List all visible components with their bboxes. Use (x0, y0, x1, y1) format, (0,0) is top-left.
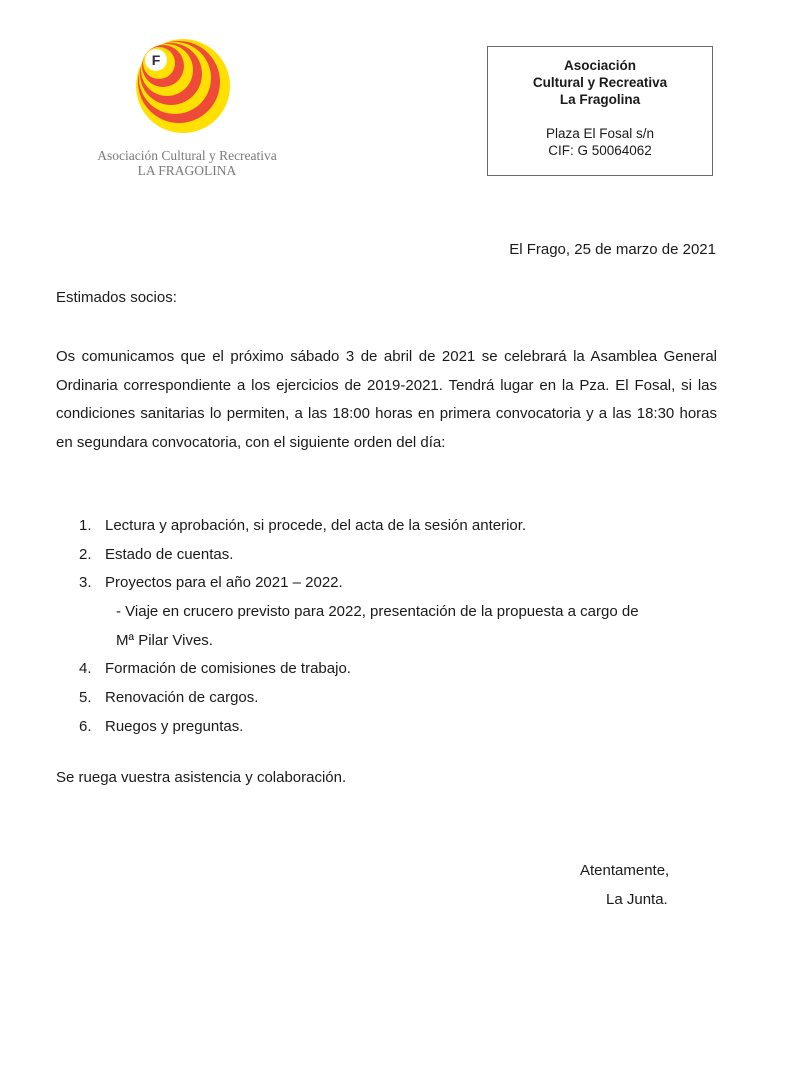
agenda-list (79, 512, 719, 742)
agenda-text: Proyectos para el año 2021 – 2022. (105, 574, 343, 592)
agenda-item (79, 655, 719, 684)
agenda-text: Formación de comisiones de trabajo. (105, 660, 351, 678)
info-spacer (488, 108, 712, 125)
info-name-line3: La Fragolina (559, 92, 641, 107)
signoff-line1: Atentamente, (580, 862, 670, 879)
agenda-item (79, 541, 719, 570)
signoff (580, 856, 669, 914)
agenda-number: 5. (79, 689, 92, 707)
logo-caption-line2: LA FRAGOLINA (137, 163, 237, 178)
agenda-number: 2. (79, 545, 92, 563)
sun-rings-icon (135, 38, 231, 134)
logo-letter: F (151, 52, 161, 68)
agenda-subitem-line1: - Viaje en crucero previsto para 2022, presentación de la propuesta a cargo de (116, 603, 639, 621)
greeting: Estimados socios: (56, 289, 177, 306)
agenda-number: 4. (79, 660, 92, 678)
signoff-line2: La Junta. (606, 891, 668, 908)
info-cif: CIF: G 50064062 (548, 143, 652, 158)
info-address: Plaza El Fosal s/n (545, 126, 655, 141)
agenda-number: 6. (79, 717, 92, 735)
closing-line: Se ruega vuestra asistencia y colaboración. (56, 769, 347, 786)
agenda-number: 1. (79, 517, 92, 534)
agenda-text: Lectura y aprobación, si procede, del acta de la sesión anterior. (105, 517, 527, 534)
agenda-item (79, 569, 719, 598)
agenda-text: Estado de cuentas. (105, 545, 234, 563)
agenda-item (79, 713, 719, 742)
logo-caption-line1: Asociación Cultural y Recreativa (97, 148, 277, 163)
info-name-line2: Cultural y Recreativa (532, 75, 668, 90)
body-paragraph: Os comunicamos que el próximo sábado 3 de abril de 2021 se celebrará la Asamblea General Ordinaria correspondiente a los ejercicios de 2019-2021. Tendrá lugar en la Pza. El Fosal, si las condiciones sanitarias lo permiten, a las 18:00 horas en primera convocatoria y a las 18:30 horas en segundara convocatoria, con el siguiente orden del día: (56, 348, 717, 451)
association-info-box (487, 46, 713, 176)
agenda-item (79, 684, 719, 713)
agenda-text: Renovación de cargos. (105, 689, 259, 707)
agenda-text: Ruegos y preguntas. (105, 717, 244, 735)
association-logo (82, 36, 292, 186)
agenda-item (79, 512, 719, 541)
place-date: El Frago, 25 de marzo de 2021 (509, 241, 716, 258)
agenda-subitem-line2: Mª Pilar Vives. (116, 631, 213, 649)
info-name-line1: Asociación (563, 58, 637, 73)
agenda-number: 3. (79, 574, 92, 592)
